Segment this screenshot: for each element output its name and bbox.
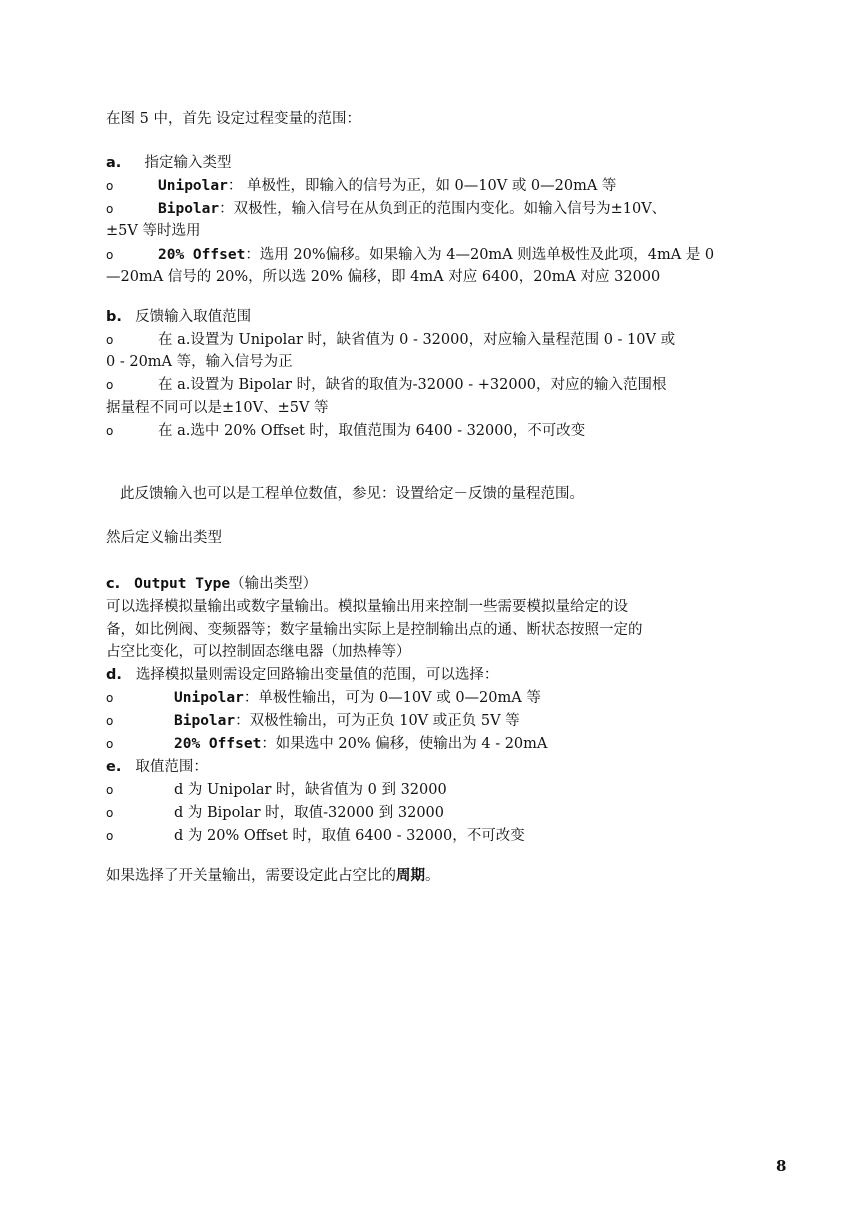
bullet-icon: o [106, 179, 114, 193]
item-text: 在 a.设置为 Bipolar 时，缺省的取值为-32000 - +32000，对应的输入范围根 [158, 377, 667, 393]
section-c-line-1: 可以选择模拟量输出或数字量输出。模拟量输出用来控制一些需要模拟量给定的设 [106, 599, 628, 615]
section-a-item-2-cont: ±5V 等时选用 [106, 223, 201, 239]
item-key: Unipolar [158, 178, 228, 194]
item-text: ：如果选中 20% 偏移，使输出为 4 - 20mA [261, 736, 548, 752]
section-d-label: d. [106, 667, 122, 683]
note-paragraph: 此反馈输入也可以是工程单位数值，参见：设置给定－反馈的量程范围。 [120, 486, 584, 502]
section-c-label: c. [106, 576, 121, 592]
section-a-label: a. [106, 155, 122, 171]
section-a-item-3-cont: —20mA 信号的 20%，所以选 20% 偏移，即 4mA 对应 6400，20mA 对应 32000 [106, 269, 661, 285]
section-b-label: b. [106, 309, 122, 325]
section-a-item-2 [106, 198, 666, 221]
section-d-item-1 [106, 687, 541, 710]
item-text: ：单极性输出，可为 0—10V 或 0—20mA 等 [243, 690, 541, 706]
section-b-item-2 [106, 374, 667, 397]
closing-emphasis: 周期 [396, 867, 425, 884]
item-text: ： 单极性，即输入的信号为正，如 0—10V 或 0—20mA 等 [227, 178, 617, 194]
page-number: 8 [776, 1157, 787, 1175]
section-e-item-1 [106, 779, 447, 802]
section-c-line-3: 占空比变化，可以控制固态继电器（加热棒等） [106, 644, 411, 660]
bullet-icon: o [106, 424, 114, 438]
bullet-icon: o [106, 202, 114, 216]
section-d-item-3 [106, 733, 547, 756]
section-a-item-1 [106, 175, 616, 198]
section-b-item-1 [106, 329, 675, 352]
section-c-heading [106, 573, 317, 596]
section-e-item-2 [106, 802, 444, 825]
item-text: d 为 Unipolar 时，缺省值为 0 到 32000 [174, 782, 447, 798]
item-text: 在 a.设置为 Unipolar 时，缺省值为 0 - 32000，对应输入量程范围 0 - 10V 或 [158, 332, 676, 348]
section-c-line-2: 备，如比例阀、变频器等；数字量输出实际上是控制输出点的通、断状态按照一定的 [106, 622, 643, 638]
item-key: Bipolar [174, 713, 236, 729]
section-d-title: 选择模拟量则需设定回路输出变量值的范围，可以选择： [135, 667, 499, 683]
section-b-heading [106, 306, 251, 329]
section-a-heading [106, 152, 232, 175]
section-d-heading [106, 664, 498, 687]
section-e-label: e. [106, 759, 122, 775]
output-intro: 然后定义输出类型 [106, 530, 222, 546]
item-text: ：选用 20%偏移。如果输入为 4—20mA 则选单极性及此项，4mA 是 0 [245, 247, 715, 263]
item-text: d 为 20% Offset 时，取值 6400 - 32000，不可改变 [174, 828, 525, 844]
section-d-item-2 [106, 710, 520, 733]
closing-paragraph [106, 864, 440, 888]
bullet-icon: o [106, 714, 114, 728]
intro-paragraph: 在图 5 中，首先 设定过程变量的范围： [106, 111, 362, 127]
bullet-icon: o [106, 829, 114, 843]
section-b-item-2-cont: 据量程不同可以是±10V、±5V 等 [106, 400, 329, 416]
item-key: 20% Offset [174, 736, 262, 752]
item-text: d 为 Bipolar 时，取值-32000 到 32000 [174, 805, 444, 821]
section-b-item-3 [106, 420, 585, 443]
item-text: ：双极性输出，可为正负 10V 或正负 5V 等 [235, 713, 520, 729]
bullet-icon: o [106, 691, 114, 705]
section-a-item-3 [106, 244, 714, 267]
item-key: Bipolar [158, 201, 220, 217]
bullet-icon: o [106, 333, 114, 347]
bullet-icon: o [106, 806, 114, 820]
closing-end: 。 [425, 868, 440, 884]
item-key: Unipolar [174, 690, 244, 706]
bullet-icon: o [106, 737, 114, 751]
section-c-key: Output Type [134, 576, 231, 592]
item-text: 在 a.选中 20% Offset 时，取值范围为 6400 - 32000，不可改变 [158, 423, 586, 439]
section-e-heading [106, 756, 208, 779]
item-text: ：双极性，输入信号在从负到正的范围内变化。如输入信号为±10V、 [219, 201, 667, 217]
section-b-title: 反馈输入取值范围 [135, 309, 252, 325]
bullet-icon: o [106, 783, 114, 797]
bullet-icon: o [106, 378, 114, 392]
bullet-icon: o [106, 248, 114, 262]
item-key: 20% Offset [158, 247, 246, 263]
section-a-title: 指定输入类型 [144, 155, 232, 171]
section-b-item-1-cont: 0 - 20mA 等，输入信号为正 [106, 354, 293, 370]
section-e-item-3 [106, 825, 525, 848]
section-c-title: （输出类型） [230, 576, 318, 592]
closing-text: 如果选择了开关量输出，需要设定此占空比的 [106, 868, 396, 884]
section-e-title: 取值范围： [135, 759, 208, 775]
